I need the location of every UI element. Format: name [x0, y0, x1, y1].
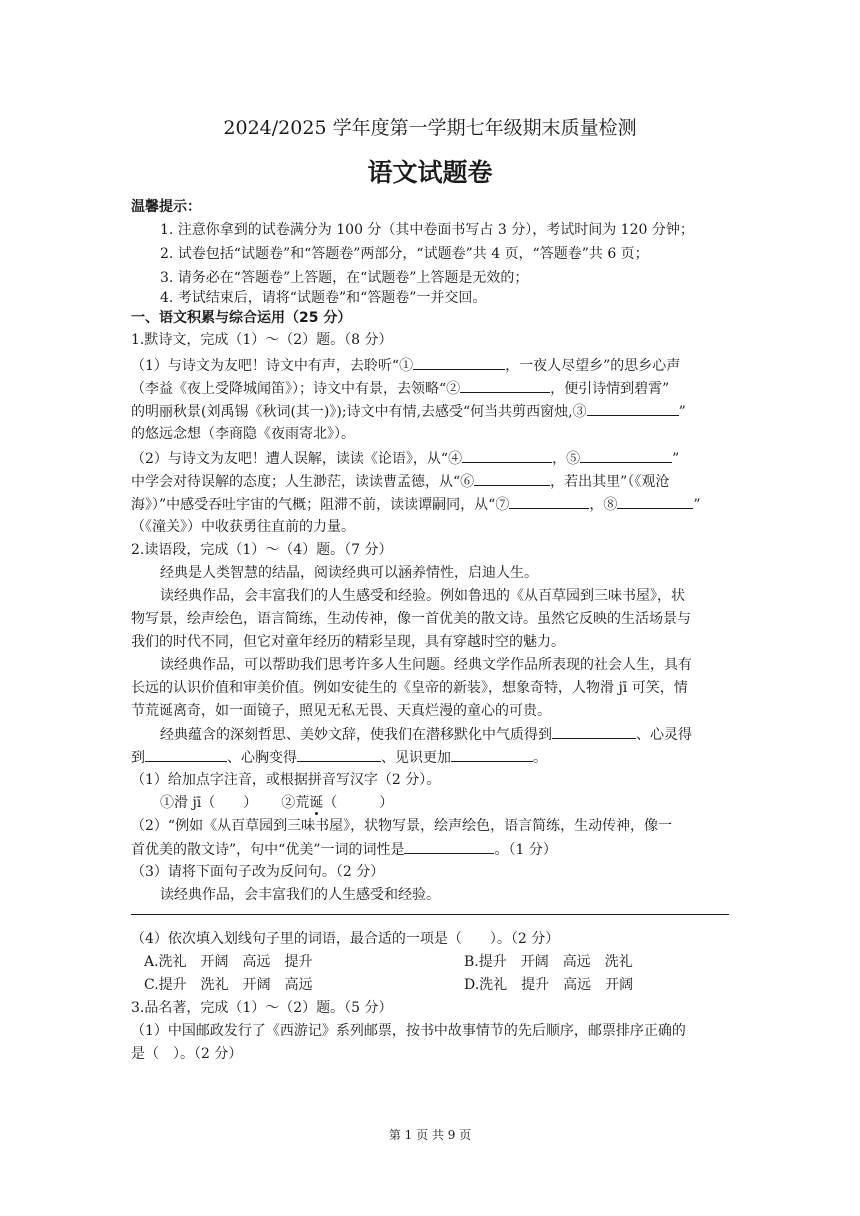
question-line: （2）与诗文为友吧！遭人误解，读读《论语》，从“④ ，⑤ ”: [131, 448, 731, 469]
sub-question: （1）给加点字注音，或根据拼音写汉字（2 分）。: [131, 772, 441, 788]
option-c: C.提升 洗礼 开阔 高远: [144, 977, 313, 993]
answer-blank: [404, 839, 494, 854]
answer-blank-3: [587, 401, 679, 416]
question-stem: 1.默诗文，完成（1）～（2）题。（8 分）: [131, 332, 393, 348]
answer-line: [131, 914, 729, 915]
exam-subtitle: 语文试题卷: [367, 158, 493, 187]
passage-line: 到 、心胸变得 、见识更加 。: [131, 747, 731, 768]
question-line: （李益《夜上受降城闻笛》）；诗文中有景，去领略“② ，便引诗情到碧霄”: [131, 378, 731, 399]
tip-item: 3. 请务必在“答题卷”上答题，在“试题卷”上答题是无效的；: [160, 270, 529, 286]
sub-question: （2）“例如《从百草园到三味书屋》，状物写景，绘声绘色，语言简练，生动传神，像一: [131, 818, 673, 834]
answer-blank: [297, 747, 381, 762]
answer-blank-1: [413, 355, 505, 370]
sub-question: （3）请将下面句子改为反问句。（2 分）: [131, 864, 385, 880]
option-a: A.洗礼 开阔 高远 提升: [144, 954, 313, 970]
passage-line: 物写景，绘声绘色，语言简练，生动传神，像一首优美的散文诗。虽然它反映的生活场景与: [131, 611, 691, 627]
passage-line: 节荒诞离奇，如一面镜子，照见无私无畏、天真烂漫的童心的可贵。: [131, 703, 551, 719]
page-footer: 第 1 页 共 9 页: [388, 1128, 472, 1142]
question-line: （《潼关》）中收获勇往直前的力量。: [131, 519, 355, 535]
sub-question: （4）依次填入划线句子里的词语，最合适的一项是（ ）。（2 分）: [131, 931, 560, 947]
sub-question-items: [160, 793, 760, 813]
passage-line: 我们的时代不同，但它对童年经历的精彩呈现，具有穿越时空的魅力。: [131, 634, 565, 650]
question-line: 的悠远念想（李商隐《夜雨寄北》）。: [131, 426, 355, 442]
item-b-suffix: （ ）: [323, 795, 394, 811]
option-d: D.洗礼 提升 高远 开阔: [464, 977, 634, 993]
tip-item: 4. 考试结束后，请将“试题卷”和“答题卷”一并交回。: [160, 290, 487, 306]
question-line: （1）与诗文为友吧！诗文中有声，去聆听“① ，一夜人尽望乡”的思乡心声: [131, 355, 731, 376]
answer-blank-8: [617, 494, 693, 509]
answer-blank-5: [580, 448, 672, 463]
section-heading: 一、语文积累与综合运用（25 分）: [131, 310, 352, 326]
tip-item: 2. 试卷包括“试题卷”和“答题卷”两部分，“试题卷”共 4 页，“答题卷”共 6 页；: [160, 246, 649, 262]
question-line: 海》）”中感受吞吐宇宙的气概；阻滞不前，读读谭嗣同，从“⑦ ，⑧ ”: [131, 494, 731, 515]
passage-line: 读经典作品，可以帮助我们思考许多人生问题。经典文学作品所表现的社会人生，具有: [160, 657, 692, 673]
passage-line: 经典是人类智慧的结晶，阅读经典可以涵养情性，启迪人生。: [160, 565, 538, 581]
question-stem: 2.读语段，完成（1）～（4）题。（7 分）: [131, 542, 393, 558]
answer-blank-6: [474, 471, 550, 486]
answer-blank: [145, 747, 227, 762]
question-line: 的明丽秋景(刘禹锡《秋词(其一)》);诗文中有情,去感受“何当共剪西窗烛,③ ”: [131, 401, 731, 422]
item-b-prefix: ②荒: [281, 795, 310, 811]
dotted-char: 诞: [309, 795, 324, 811]
sentence-to-rewrite: 读经典作品，会丰富我们的人生感受和经验。: [160, 887, 440, 903]
tips-heading: 温馨提示：: [131, 199, 201, 215]
tip-item: 1. 注意你拿到的试卷满分为 100 分（其中卷面书写占 3 分），考试时间为 120 分钟；: [160, 222, 694, 238]
passage-line: 经典蕴含的深刻哲思、美妙文辞，使我们在潜移默化中气质得到 、心灵得: [160, 724, 760, 745]
exam-title: 2024/2025 学年度第一学期七年级期末质量检测: [223, 117, 637, 139]
sub-question: 是（ ）。（2 分）: [131, 1046, 243, 1062]
answer-blank-2: [460, 378, 550, 393]
question-line: 中学会对待误解的态度；人生渺茫，读读曹孟德，从“⑥ ，若出其里”（《观沧: [131, 471, 731, 492]
sub-question: 首优美的散文诗”，句中“优美”一词的词性是 。（1 分）: [131, 839, 731, 860]
passage-line: 长远的认识价值和审美价值。例如安徒生的《皇帝的新装》，想象奇特，人物滑 jī 可笑，情: [131, 680, 688, 696]
question-stem: 3.品名著，完成（1）～（2）题。（5 分）: [131, 1000, 393, 1016]
answer-blank: [451, 747, 533, 762]
sub-question: （1）中国邮政发行了《西游记》系列邮票，按书中故事情节的先后顺序，邮票排序正确的: [131, 1023, 686, 1039]
answer-blank-4: [462, 448, 552, 463]
answer-blank: [552, 724, 636, 739]
passage-line: 读经典作品，会丰富我们的人生感受和经验。例如鲁迅的《从百草园到三味书屋》，状: [160, 588, 685, 604]
option-b: B.提升 开阔 高远 洗礼: [464, 954, 633, 970]
item-a: ①滑 jī（ ）: [160, 795, 258, 811]
answer-blank-7: [509, 494, 589, 509]
